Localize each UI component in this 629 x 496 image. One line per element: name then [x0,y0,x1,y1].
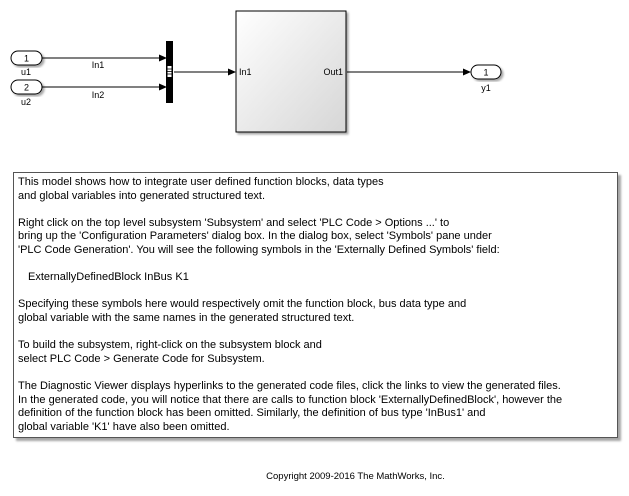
subsystem-input-port-label: In1 [239,67,252,77]
annotation-paragraph: The Diagnostic Viewer displays hyperlinks to the generated code files, click the links to view the generated files. In the generated code, you will notice that there are calls to function block 'ExternallyDefinedBlock', however the definition of the function block has been omitted. Similarly, the definition of bus type 'InBus1' and global variable 'K1' have also been omitted. [18,379,563,433]
outport-number: 1 [483,67,489,78]
copyright-notice: Copyright 2009-2016 The MathWorks, Inc. [266,471,445,482]
annotation-paragraph: Specifying these symbols here would respectively omit the function block, bus data type and global variable with the same names in the generated structured text. [18,298,467,324]
annotation-symbols: ExternallyDefinedBlock InBus K1 [28,271,189,284]
annotation-paragraph: Right click on the top level subsystem 'Subsystem' and select 'PLC Code > Options ...' to bring up the 'Configuration Parameters' dialog box. In the dialog box, select 'Symbols' pane under 'PLC Code Generation'. You will see the following symbols in the 'Externally Defined Symbols' field: [18,216,500,256]
annotation-paragraph: To build the subsystem, right-click on the subsystem block and select PLC Code > Generate Code for Subsystem. [18,339,322,365]
inport-number: 1 [23,53,30,64]
signal-label-in1: In1 [91,60,105,70]
model-description-annotation[interactable] [13,172,618,438]
inport-number: 2 [23,82,30,93]
outport-name: y1 [481,83,491,93]
arrowhead-icon [228,69,236,76]
arrowhead-icon [159,84,167,91]
inport-name: u1 [20,67,32,77]
inport-name: u2 [20,97,32,107]
subsystem-output-port-label: Out1 [323,67,343,77]
arrowhead-icon [159,55,167,62]
arrowhead-icon [463,69,471,76]
annotation-paragraph: This model shows how to integrate user defined function blocks, data types and global variables into generated structured text. [18,176,384,202]
signal-label-in2: In2 [91,90,105,100]
bus-creator-block[interactable] [166,41,173,103]
